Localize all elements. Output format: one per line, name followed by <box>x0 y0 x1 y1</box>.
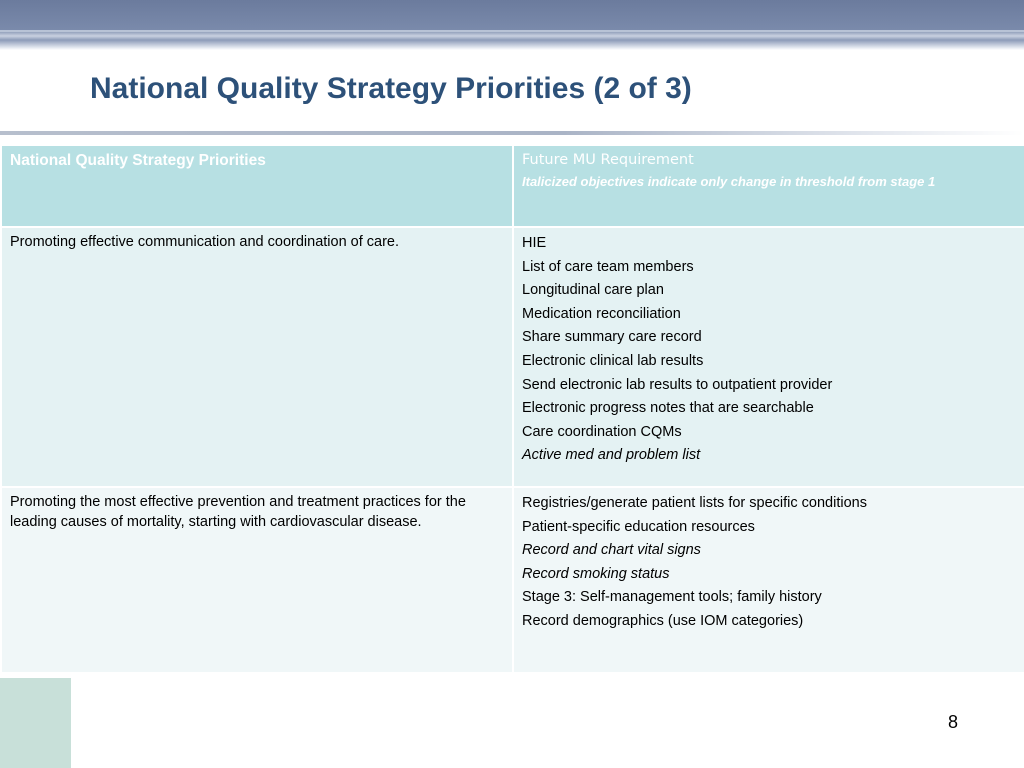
priority-text: Promoting effective communication and coordination of care. <box>10 234 400 250</box>
list-item: List of care team members <box>522 258 694 275</box>
header-requirement-title: Future MU Requirement <box>522 152 694 168</box>
requirements-cell <box>513 227 1024 487</box>
list-item: Send electronic lab results to outpatient provider <box>522 376 833 393</box>
list-item: Electronic progress notes that are searchable <box>522 400 814 417</box>
list-item: Registries/generate patient lists for specific conditions <box>522 495 867 511</box>
list-item: Longitudinal care plan <box>522 282 664 299</box>
list-item: Electronic clinical lab results <box>522 352 704 369</box>
list-item: Medication reconciliation <box>522 305 681 322</box>
list-item: Stage 3: Self-management tools; family history <box>522 589 822 606</box>
table-header-row <box>1 145 1024 227</box>
header-requirements <box>513 145 1024 227</box>
requirements-list <box>522 492 1016 634</box>
list-item: Share summary care record <box>522 329 702 346</box>
list-item: Record and chart vital signs <box>522 542 701 559</box>
title-rule <box>0 131 1024 135</box>
list-item: Care coordination CQMs <box>522 423 682 440</box>
list-item: Record smoking status <box>522 565 670 582</box>
header-requirement-note: Italicized objectives indicate only change in threshold from stage 1 <box>522 174 936 189</box>
list-item: Active med and problem list <box>522 447 701 464</box>
list-item: Patient-specific education resources <box>522 518 755 535</box>
list-item: Record demographics (use IOM categories) <box>522 612 804 629</box>
priority-cell <box>1 227 513 487</box>
requirements-cell <box>513 487 1024 673</box>
requirements-list <box>522 232 1016 468</box>
corner-decoration <box>0 678 71 768</box>
banner-line <box>0 30 1024 32</box>
table-row <box>1 227 1024 487</box>
top-banner <box>0 0 1024 50</box>
priority-cell <box>1 487 513 673</box>
priorities-table <box>0 144 1024 674</box>
page-number: 8 <box>948 712 959 732</box>
table-row <box>1 487 1024 673</box>
priority-text: Promoting the most effective prevention and treatment practices for the leading causes of mortality, starting with cardiovascular disease. <box>10 494 466 530</box>
slide-title: National Quality Strategy Priorities (2 of 3) <box>90 72 692 105</box>
list-item: HIE <box>522 235 547 251</box>
header-priorities: National Quality Strategy Priorities <box>1 145 513 227</box>
